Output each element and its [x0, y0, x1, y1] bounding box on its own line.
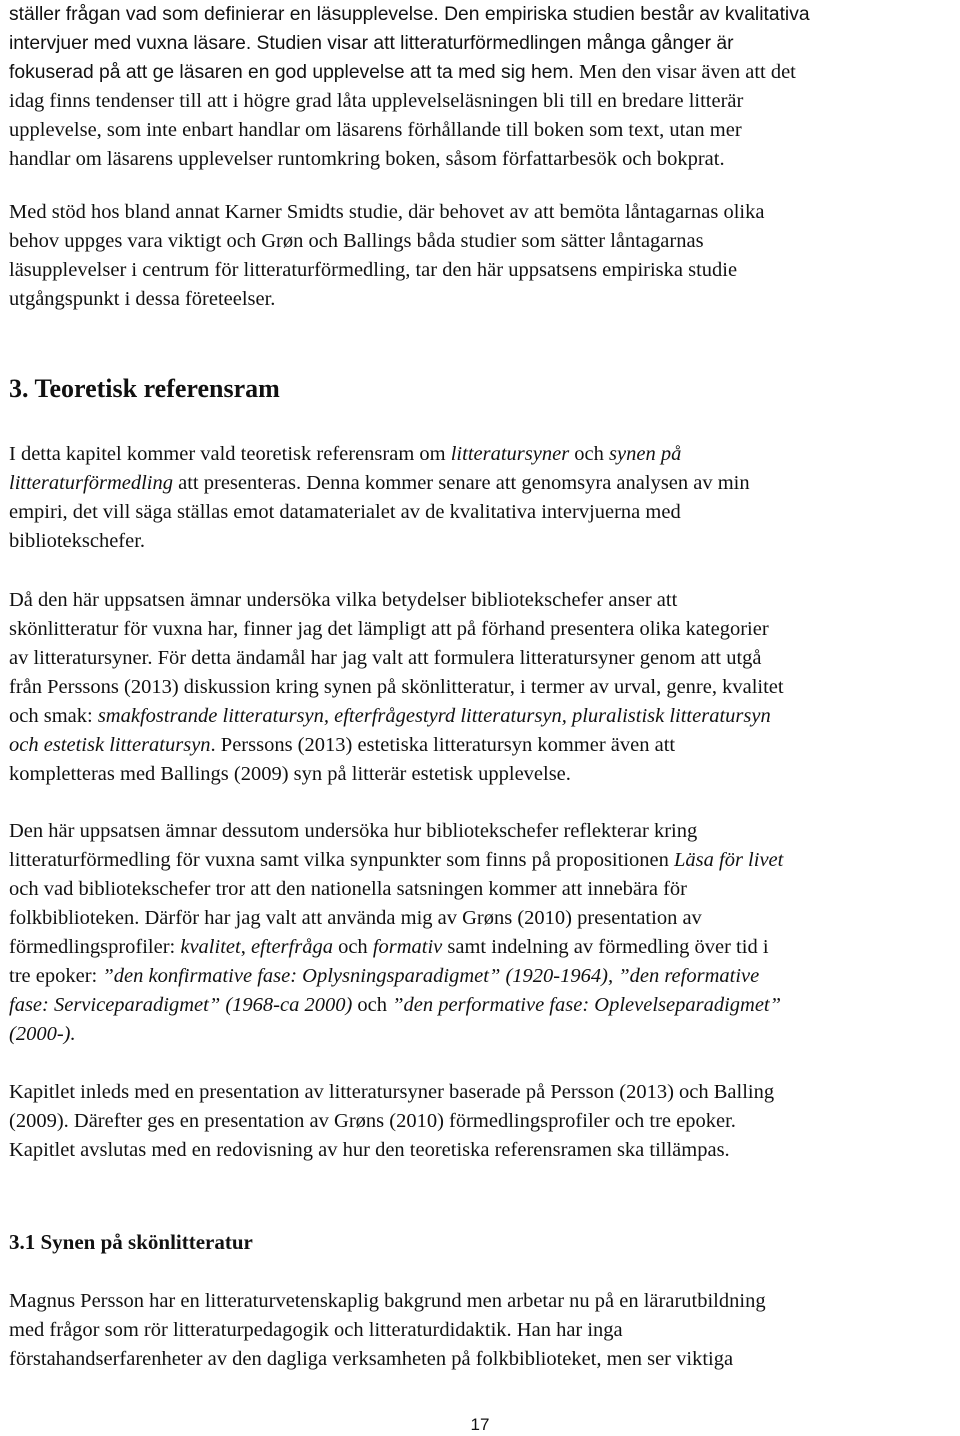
text-line [9, 227, 959, 256]
text-line [9, 875, 959, 904]
text-run: Med stöd hos bland annat Karner Smidts studie, där behovet av att bemöta låntagarnas olika [9, 201, 765, 223]
text-run: och smak: [9, 705, 98, 727]
text-run: litteraturförmedling för vuxna samt vilka synpunkter som finns på propositionen [9, 849, 674, 871]
text-line [9, 731, 959, 760]
text-run: utgångspunkt i dessa företeelser. [9, 288, 276, 310]
text-run: empiri, det vill säga ställas emot datamaterialet av de kvalitativa intervjuerna med [9, 501, 681, 523]
text-run: förmedlingsprofiler: [9, 936, 181, 958]
text-line [9, 702, 959, 731]
italic-text: (2000-). [9, 1023, 76, 1045]
text-run: samt indelning av förmedling över tid i [442, 936, 769, 958]
text-line [9, 615, 959, 644]
text-line [9, 285, 959, 314]
text-line [9, 673, 959, 702]
text-run: , [240, 936, 251, 958]
text-run: tre epoker: [9, 965, 103, 987]
chapter-heading: 3. Teoretisk referensram [9, 374, 280, 403]
text-run: (2009). Därefter ges en presentation av Grøns (2010) förmedlingsprofiler och tre epoker. [9, 1110, 736, 1132]
text-line [9, 256, 959, 285]
section-heading: 3.1 Synen på skönlitteratur [9, 1230, 253, 1254]
italic-text: efterfråga [250, 936, 333, 958]
text-line [9, 29, 959, 58]
text-run: Den här uppsatsen ämnar dessutom undersöka hur bibliotekschefer reflekterar kring [9, 820, 698, 842]
paragraph-med-stod [9, 198, 959, 314]
text-line [9, 145, 959, 174]
paragraph-magnus-persson [9, 1287, 959, 1374]
text-run: förstahandserfarenheter av den dagliga verksamheten på folkbiblioteket, men ser viktiga [9, 1348, 734, 1370]
text-run: med frågor som rör litteraturpedagogik och litteraturdidaktik. Han har inga [9, 1319, 623, 1341]
italic-text: ”den performative fase: Oplevelseparadigmet” [392, 994, 782, 1016]
text-line [9, 817, 959, 846]
italic-text: och estetisk litteratursyn [9, 734, 211, 756]
text-line [9, 1316, 959, 1345]
text-line [9, 469, 959, 498]
text-run: ställer frågan vad som definierar en läsupplevelse. Den empiriska studien består av kvalitativa [9, 4, 810, 25]
text-run: från Perssons (2013) diskussion kring synen på skönlitteratur, i termer av urval, genre, kvalitet [9, 676, 784, 698]
text-run: läsupplevelser i centrum för litteraturförmedling, tar den här uppsatsens empiriska studie [9, 259, 738, 281]
text-line [9, 991, 959, 1020]
text-line [9, 116, 959, 145]
italic-text: litteraturförmedling [9, 472, 173, 494]
text-run: Kapitlet inleds med en presentation av litteratursyner baserade på Persson (2013) och Balling [9, 1081, 775, 1103]
text-run: och [352, 994, 393, 1016]
page-number: 17 [470, 1415, 490, 1434]
text-run: av litteratursyner. För detta ändamål har jag valt att formulera litteratursyner genom att utgå [9, 647, 762, 669]
italic-text: ”den konfirmative fase: Oplysningsparadigmet” (1920-1964), ”den reformative [102, 965, 760, 987]
italic-text: kvalitet [180, 936, 241, 958]
italic-text: fase: Serviceparadigmet” (1968-ca 2000) [9, 994, 353, 1016]
text-line [9, 440, 959, 469]
text-line [9, 1136, 959, 1165]
text-line [9, 1078, 959, 1107]
italic-text: litteratursyner [450, 443, 570, 465]
text-run: upplevelse, som inte enbart handlar om läsarens förhållande till boken som text, utan mer [9, 119, 742, 141]
paragraph-chapter-intro [9, 440, 959, 556]
text-line [9, 527, 959, 556]
text-line [9, 933, 959, 962]
text-line [9, 1287, 959, 1316]
italic-text: smakfostrande litteratursyn, efterfrågestyrd litteratursyn, pluralistisk litteratursyn [97, 705, 771, 727]
italic-text: formativ [372, 936, 443, 958]
text-line [9, 760, 959, 789]
text-run: Men den visar även att det [573, 61, 796, 83]
text-line [9, 962, 959, 991]
text-line [9, 1345, 959, 1374]
text-run: intervjuer med vuxna läsare. Studien visar att litteraturförmedlingen många gånger är [9, 33, 734, 54]
text-run: folkbiblioteken. Därför har jag valt att använda mig av Grøns (2010) presentation av [9, 907, 702, 929]
text-line [9, 1020, 959, 1049]
italic-text: synen på [609, 443, 682, 465]
paragraph-formedlingsprofiler [9, 817, 959, 1049]
text-run: att presenteras. Denna kommer senare att genomsyra analysen av min [173, 472, 750, 494]
text-run: bibliotekschefer. [9, 530, 146, 552]
paragraph-kapitlet-inleds [9, 1078, 959, 1165]
italic-text: Läsa för livet [674, 849, 784, 871]
paragraph-intro [9, 0, 959, 174]
text-line [9, 1107, 959, 1136]
text-line [9, 846, 959, 875]
text-run: Kapitlet avslutas med en redovisning av hur den teoretiska referensramen ska tillämpas. [9, 1139, 730, 1161]
text-run: och vad bibliotekschefer tror att den nationella satsningen kommer att innebära för [9, 878, 687, 900]
text-run: skönlitteratur för vuxna har, finner jag det lämpligt att på förhand presentera olika kategorier [9, 618, 769, 640]
text-run: idag finns tendenser till att i högre grad låta upplevelseläsningen bli till en bredare litterär [9, 90, 744, 112]
text-line [9, 498, 959, 527]
text-line [9, 87, 959, 116]
text-line [9, 644, 959, 673]
text-run: I detta kapitel kommer vald teoretisk referensram om [9, 443, 451, 465]
text-run: behov uppges vara viktigt och Grøn och Ballings båda studier som sätter låntagarnas [9, 230, 704, 252]
text-run: handlar om läsarens upplevelser runtomkring boken, såsom författarbesök och bokprat. [9, 148, 725, 170]
text-run: fokuserad på att ge läsaren en god upplevelse att ta med sig hem. [9, 62, 574, 83]
text-line [9, 0, 959, 29]
text-run: . Perssons (2013) estetiska litteratursyn kommer även att [210, 734, 676, 756]
text-line [9, 586, 959, 615]
text-run: Då den här uppsatsen ämnar undersöka vilka betydelser bibliotekschefer anser att [9, 589, 678, 611]
text-run: och [332, 936, 373, 958]
text-run: kompletteras med Ballings (2009) syn på litterär estetisk upplevelse. [9, 763, 571, 785]
text-line [9, 198, 959, 227]
text-line [9, 904, 959, 933]
paragraph-litteratursyner [9, 586, 959, 789]
text-run: och [569, 443, 610, 465]
text-run: Magnus Persson har en litteraturvetenskaplig bakgrund men arbetar nu på en lärarutbildning [9, 1290, 766, 1312]
text-line [9, 58, 959, 87]
